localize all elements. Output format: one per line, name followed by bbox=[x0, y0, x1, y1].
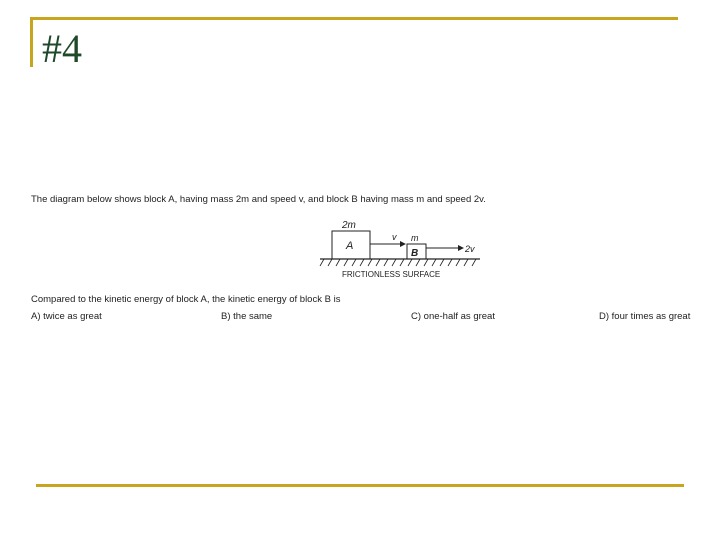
block-a-arrowhead bbox=[400, 241, 406, 247]
choice-c bbox=[411, 311, 495, 322]
block-b-arrowhead bbox=[458, 245, 464, 251]
frame-top-rule bbox=[30, 17, 678, 20]
choice-b bbox=[221, 311, 272, 322]
slide-title: #4 bbox=[42, 26, 82, 71]
block-a-label: A bbox=[346, 240, 354, 252]
choice-c-text: one-half as great bbox=[423, 311, 495, 322]
choice-d-label: D) bbox=[599, 311, 610, 322]
choice-a-text: twice as great bbox=[43, 311, 102, 322]
surface-label: FRICTIONLESS SURFACE bbox=[342, 270, 441, 279]
choice-b-label: B) bbox=[221, 311, 231, 322]
frame-left-rule bbox=[30, 17, 33, 67]
block-b-speed-label: 2v bbox=[465, 244, 475, 254]
choice-c-label: C) bbox=[411, 311, 422, 322]
block-b-mass-label: m bbox=[411, 233, 419, 243]
frame-bottom-rule bbox=[36, 484, 684, 487]
block-a-mass-label: 2m bbox=[342, 220, 356, 231]
physics-diagram bbox=[318, 216, 484, 282]
question-intro: The diagram below shows block A, having mass 2m and speed v, and block B having mass m and speed 2v. bbox=[31, 194, 486, 205]
block-a-speed-label: v bbox=[392, 232, 397, 242]
choice-d bbox=[599, 311, 690, 322]
choice-d-text: four times as great bbox=[611, 311, 691, 322]
block-b-label: B bbox=[411, 248, 419, 259]
choice-a-label: A) bbox=[31, 311, 41, 322]
question-prompt: Compared to the kinetic energy of block A, the kinetic energy of block B is bbox=[31, 294, 341, 305]
choice-a bbox=[31, 311, 102, 322]
choice-b-text: the same bbox=[233, 311, 273, 322]
surface-hatching bbox=[320, 259, 476, 266]
